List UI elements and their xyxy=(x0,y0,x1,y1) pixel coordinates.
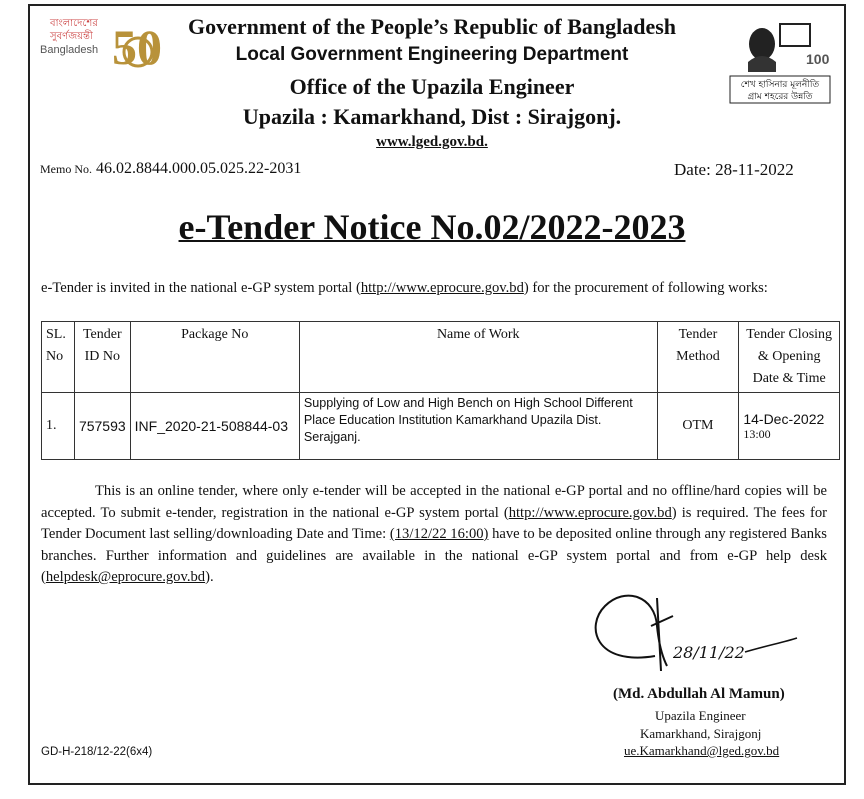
logo-right-caption-2: গ্রাম শহরের উন্নতি xyxy=(747,92,813,102)
reference-code: GD-H-218/12-22(6x4) xyxy=(41,746,153,758)
date-value: 28-11-2022 xyxy=(715,160,794,179)
logo-number: 50 xyxy=(112,19,162,75)
intro-text xyxy=(41,280,768,297)
helpdesk-link[interactable]: helpdesk@eprocure.gov.bd xyxy=(45,569,206,585)
deadline: (13/12/22 16:00) xyxy=(389,526,489,542)
signature-date: 28/11/22 xyxy=(673,643,745,662)
header-government: Government of the People’s Republic of Bangladesh xyxy=(187,14,677,39)
logo-right-caption-1: শেখ হাসিনার মূলনীতি xyxy=(740,80,820,90)
col-header-closing-date: Tender Closing & Opening Date & Time xyxy=(739,322,840,393)
memo-value: 46.02.8844.000.05.025.22-2031 xyxy=(96,160,302,177)
header-department: Local Government Engineering Department xyxy=(235,44,629,65)
memo-label: Memo No. xyxy=(40,162,92,176)
body-part-4: ). xyxy=(205,569,214,585)
cell-work: Supplying of Low and High Bench on High School Different Place Education Institution Kamarkhand Upazila Dist. Serajganj. xyxy=(299,393,657,460)
handwritten-signature xyxy=(585,586,800,676)
date-label: Date: xyxy=(674,160,711,179)
logo-right-number: 100 xyxy=(806,51,830,67)
cell-sl: 1. xyxy=(42,393,75,460)
table-header-row xyxy=(42,322,840,393)
cell-tender-id: 757593 xyxy=(74,393,130,460)
cell-closing-date xyxy=(739,393,840,460)
notice-date xyxy=(674,160,794,180)
eprocure-link[interactable]: http://www.eprocure.gov.bd xyxy=(360,280,524,296)
signatory-designation: Upazila Engineer xyxy=(655,708,746,723)
body-paragraph xyxy=(41,481,827,589)
body-part-2: ) is required. The fees for Tender Document last selling/downloading Date and Time: xyxy=(41,504,827,542)
col-header-package: Package No xyxy=(130,322,299,393)
header-website-link[interactable]: www.lged.gov.bd. xyxy=(376,134,488,150)
col-header-work: Name of Work xyxy=(299,322,657,393)
signatory-email-link[interactable]: ue.Kamarkhand@lged.gov.bd xyxy=(624,743,780,758)
logo-caption: Bangladesh xyxy=(40,44,99,56)
signatory-location: Kamarkhand, Sirajgonj xyxy=(640,726,762,741)
header-upazila: Upazila : Kamarkhand, Dist : Sirajgonj. xyxy=(242,104,622,129)
body-part-3: have to be deposited online through any registered Banks branches. Further information and guidelines are available in the national e-GP system portal and from e-GP help desk ( xyxy=(41,526,827,585)
signatory-name: (Md. Abdullah Al Mamun) xyxy=(613,686,785,702)
table-row xyxy=(42,393,840,460)
closing-date: 14-Dec-2022 xyxy=(743,410,825,427)
logo-bangla-text-1: বাংলাদেশের xyxy=(50,18,98,29)
col-header-method: Tender Method xyxy=(657,322,739,393)
notice-title: e-Tender Notice No.02/2022-2023 xyxy=(178,207,686,247)
eprocure-link-2[interactable]: http://www.eprocure.gov.bd xyxy=(508,504,672,521)
tender-table xyxy=(41,321,840,460)
logo-bangla-text-2: সুবর্ণজয়ন্তী xyxy=(50,31,93,42)
cell-method: OTM xyxy=(657,393,739,460)
body-part-1: This is an online tender, where only e-tender will be accepted in the national e-GP portal and no offline/hard copies will be accepted. To submit e-tender, registration in the national e-GP system portal ( xyxy=(41,483,827,521)
col-header-sl: SL. No xyxy=(42,322,75,393)
intro-before: e-Tender is invited in the national e-GP system portal ( xyxy=(41,280,361,296)
header-office: Office of the Upazila Engineer xyxy=(289,74,575,99)
intro-after: ) for the procurement of following works: xyxy=(523,280,768,296)
memo-number xyxy=(40,160,301,178)
cell-package: INF_2020-21-508844-03 xyxy=(130,393,299,460)
closing-time: 13:00 xyxy=(743,426,771,441)
col-header-tender-id: Tender ID No xyxy=(74,322,130,393)
